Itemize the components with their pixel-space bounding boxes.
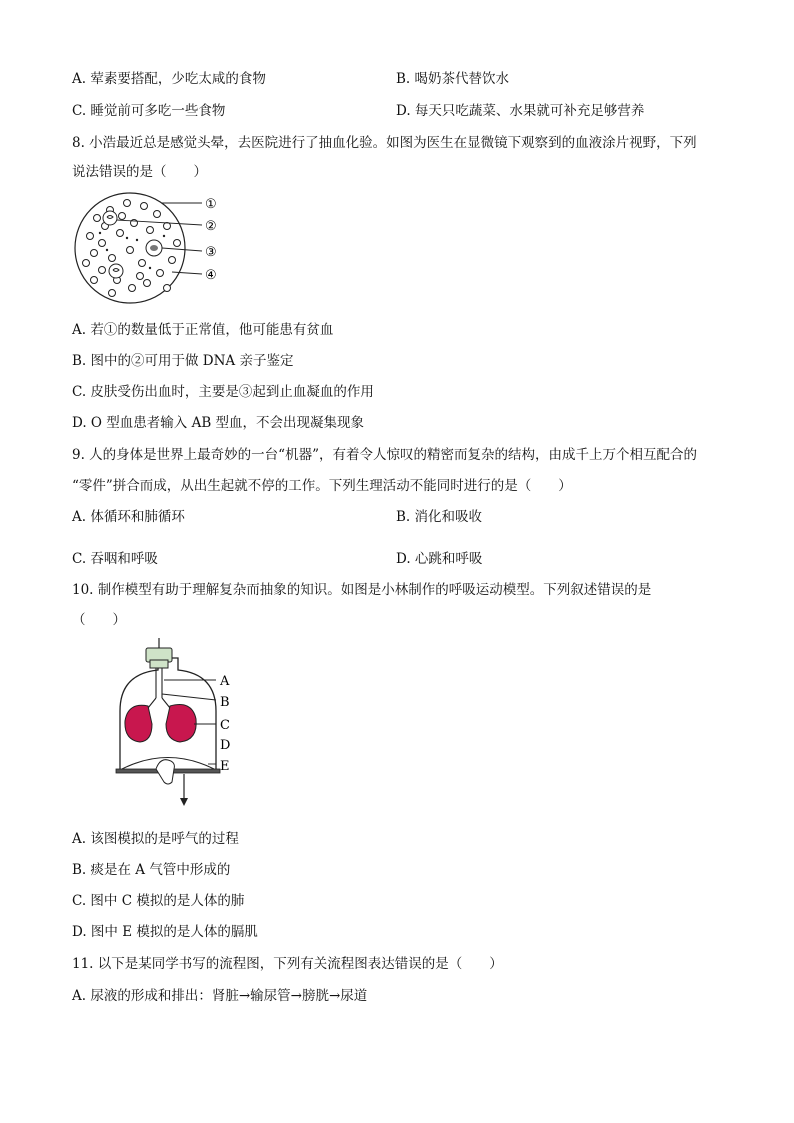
label-e: E [220, 759, 230, 774]
q10-option-a: A. 该图模拟的是呼气的过程 [72, 831, 239, 847]
q9-stem-line1: 9. 人的身体是世界上最奇妙的一台“机器”，有着令人惊叹的精密而复杂的结构，由成千上万个相互配合的 [72, 447, 697, 463]
q9-stem-line2: “零件”拼合而成，从出生起就不停的工作。下列生理活动不能同时进行的是（ ） [72, 478, 572, 494]
q7-option-c: C. 睡觉前可多吃一些食物 [72, 103, 226, 119]
q10-option-b: B. 痰是在 A 气管中形成的 [72, 862, 231, 878]
q9-option-d: D. 心跳和呼吸 [396, 551, 483, 567]
q8-stem-line2: 说法错误的是（ ） [72, 164, 207, 180]
label-b: B [220, 695, 230, 710]
q7-option-d: D. 每天只吃蔬菜、水果就可补充足够营养 [396, 103, 645, 119]
label-2: ② [205, 219, 217, 234]
q10-option-c: C. 图中 C 模拟的是人体的肺 [72, 893, 245, 909]
q9-option-c: C. 吞咽和呼吸 [72, 551, 158, 567]
q10-stem-line1: 10. 制作模型有助于理解复杂而抽象的知识。如图是小林制作的呼吸运动模型。下列叙述错误的是 [72, 582, 652, 598]
q8-option-a: A. 若①的数量低于正常值，他可能患有贫血 [72, 322, 334, 338]
balloon-right [166, 705, 196, 742]
q11-option-a: A. 尿液的形成和排出：肾脏→输尿管→膀胱→尿道 [72, 988, 368, 1004]
q8-option-c: C. 皮肤受伤出血时，主要是③起到止血凝血的作用 [72, 384, 374, 400]
q8-option-b: B. 图中的②可用于做 DNA 亲子鉴定 [72, 353, 294, 369]
label-4: ④ [205, 268, 217, 283]
y-branch-tube [148, 698, 170, 708]
q9-option-a: A. 体循环和肺循环 [72, 509, 185, 525]
label-a: A [220, 674, 230, 689]
label-c: C [220, 718, 230, 733]
label-1: ① [205, 197, 217, 212]
label-d: D [220, 738, 231, 753]
balloon-left [125, 705, 152, 742]
blood-smear-figure [72, 188, 232, 310]
q7-option-b: B. 喝奶茶代替饮水 [396, 71, 510, 87]
q7-option-a: A. 荤素要搭配，少吃太咸的食物 [72, 71, 266, 87]
q9-option-b: B. 消化和吸收 [396, 509, 483, 525]
q10-option-d: D. 图中 E 模拟的是人体的膈肌 [72, 924, 258, 940]
breathing-model-figure [108, 636, 248, 811]
q8-stem-line1: 8. 小浩最近总是感觉头晕，去医院进行了抽血化验。如图为医生在显微镜下观察到的血液涂片视野，下列 [72, 135, 697, 151]
hand-icon [156, 760, 174, 784]
q11-stem: 11. 以下是某同学书写的流程图，下列有关流程图表达错误的是（ ） [72, 956, 503, 972]
q10-stem-line2: （ ） [72, 612, 126, 628]
label-3: ③ [205, 245, 217, 260]
q8-option-d: D. O 型血患者输入 AB 型血，不会出现凝集现象 [72, 415, 365, 431]
